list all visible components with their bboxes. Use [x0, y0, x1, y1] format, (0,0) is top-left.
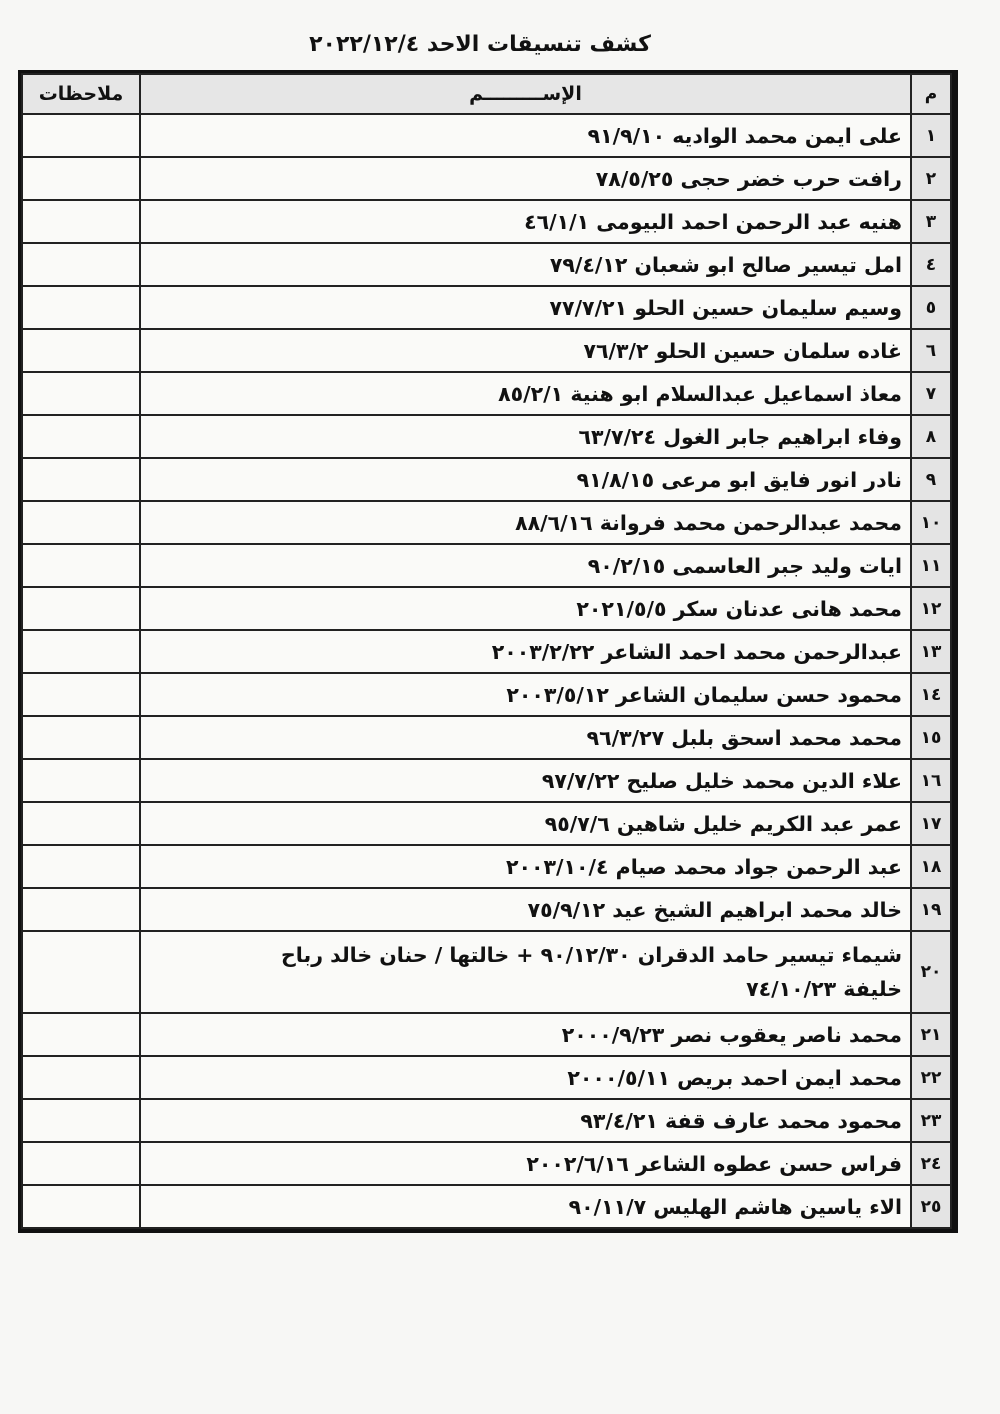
- row-entry: غاده سلمان حسين الحلو ٧٦/٣/٢: [140, 329, 911, 372]
- row-notes: [22, 1099, 140, 1142]
- row-notes: [22, 501, 140, 544]
- table-row: [22, 243, 951, 286]
- row-entry-line-2: خليفة ٧٤/١٠/٢٣: [746, 977, 902, 1001]
- row-notes: [22, 931, 140, 1013]
- row-number: ١٥: [911, 716, 951, 759]
- row-notes: [22, 1142, 140, 1185]
- header-notes: ملاحظات: [22, 74, 140, 114]
- table-row: [22, 587, 951, 630]
- row-entry-line-1: شيماء تيسير حامد الدقران ٩٠/١٢/٣٠ + خالتها / حنان خالد رباح: [281, 943, 902, 967]
- row-notes: [22, 544, 140, 587]
- row-entry: محمد هانى عدنان سكر ٢٠٢١/٥/٥: [140, 587, 911, 630]
- row-notes: [22, 329, 140, 372]
- row-entry: رافت حرب خضر حجى ٧٨/٥/٢٥: [140, 157, 911, 200]
- row-number: ٢٣: [911, 1099, 951, 1142]
- row-number: ٥: [911, 286, 951, 329]
- row-number: ٢: [911, 157, 951, 200]
- row-number: ٢٢: [911, 1056, 951, 1099]
- row-notes: [22, 114, 140, 157]
- row-number: ٦: [911, 329, 951, 372]
- row-number: ١٨: [911, 845, 951, 888]
- row-entry: محمود محمد عارف قفة ٩٣/٤/٢١: [140, 1099, 911, 1142]
- table-row: [22, 802, 951, 845]
- table-row: [22, 544, 951, 587]
- row-number: ١٧: [911, 802, 951, 845]
- row-entry: محمود حسن سليمان الشاعر ٢٠٠٣/٥/١٢: [140, 673, 911, 716]
- row-number: ١٠: [911, 501, 951, 544]
- table-header-row: [22, 74, 951, 114]
- table-row: [22, 372, 951, 415]
- row-entry: نادر انور فايق ابو مرعى ٩١/٨/١٥: [140, 458, 911, 501]
- coordination-table-frame: [18, 70, 958, 1233]
- row-notes: [22, 673, 140, 716]
- row-notes: [22, 888, 140, 931]
- row-notes: [22, 458, 140, 501]
- coordination-table: [21, 73, 952, 1229]
- row-entry: محمد ايمن احمد بريص ٢٠٠٠/٥/١١: [140, 1056, 911, 1099]
- row-notes: [22, 1013, 140, 1056]
- table-row: [22, 415, 951, 458]
- row-number: ١٣: [911, 630, 951, 673]
- page-title: كشف تنسيقات الاحد ٢٠٢٢/١٢/٤: [309, 32, 651, 57]
- table-row: [22, 845, 951, 888]
- row-notes: [22, 157, 140, 200]
- row-entry: خالد محمد ابراهيم الشيخ عيد ٧٥/٩/١٢: [140, 888, 911, 931]
- row-notes: [22, 802, 140, 845]
- table-row: [22, 673, 951, 716]
- row-entry: وسيم سليمان حسين الحلو ٧٧/٧/٢١: [140, 286, 911, 329]
- row-entry: فراس حسن عطوه الشاعر ٢٠٠٢/٦/١٦: [140, 1142, 911, 1185]
- table-row: [22, 759, 951, 802]
- row-notes: [22, 243, 140, 286]
- row-entry: محمد ناصر يعقوب نصر ٢٠٠٠/٩/٢٣: [140, 1013, 911, 1056]
- table-row: [22, 931, 951, 1013]
- row-entry: معاذ اسماعيل عبدالسلام ابو هنية ٨٥/٢/١: [140, 372, 911, 415]
- row-number: ٨: [911, 415, 951, 458]
- row-notes: [22, 587, 140, 630]
- header-number: م: [911, 74, 951, 114]
- row-entry: على ايمن محمد الواديه ٩١/٩/١٠: [140, 114, 911, 157]
- row-number: ٢١: [911, 1013, 951, 1056]
- row-notes: [22, 415, 140, 458]
- row-entry: محمد عبدالرحمن محمد فروانة ٨٨/٦/١٦: [140, 501, 911, 544]
- row-entry: وفاء ابراهيم جابر الغول ٦٣/٧/٢٤: [140, 415, 911, 458]
- header-name: الإســـــــــم: [140, 74, 911, 114]
- table-row: [22, 200, 951, 243]
- row-number: ٢٤: [911, 1142, 951, 1185]
- row-notes: [22, 759, 140, 802]
- row-number: ١٤: [911, 673, 951, 716]
- table-row: [22, 1013, 951, 1056]
- table-row: [22, 888, 951, 931]
- row-number: ١١: [911, 544, 951, 587]
- table-row: [22, 114, 951, 157]
- row-entry: عبدالرحمن محمد احمد الشاعر ٢٠٠٣/٢/٢٢: [140, 630, 911, 673]
- table-row: [22, 1142, 951, 1185]
- row-entry: [140, 931, 911, 1013]
- row-number: ٩: [911, 458, 951, 501]
- table-row: [22, 458, 951, 501]
- row-number: ٤: [911, 243, 951, 286]
- table-row: [22, 157, 951, 200]
- row-number: ٢٠: [911, 931, 951, 1013]
- table-row: [22, 286, 951, 329]
- row-number: ١٢: [911, 587, 951, 630]
- table-row: [22, 716, 951, 759]
- row-notes: [22, 372, 140, 415]
- row-number: ١٩: [911, 888, 951, 931]
- row-notes: [22, 630, 140, 673]
- row-entry: هنيه عبد الرحمن احمد البيومى ٤٦/١/١: [140, 200, 911, 243]
- row-notes: [22, 1185, 140, 1228]
- table-row: [22, 501, 951, 544]
- row-number: ٧: [911, 372, 951, 415]
- row-notes: [22, 200, 140, 243]
- row-entry: امل تيسير صالح ابو شعبان ٧٩/٤/١٢: [140, 243, 911, 286]
- table-row: [22, 329, 951, 372]
- row-entry: عمر عبد الكريم خليل شاهين ٩٥/٧/٦: [140, 802, 911, 845]
- row-entry: ايات وليد جبر العاسمى ٩٠/٢/١٥: [140, 544, 911, 587]
- table-row: [22, 630, 951, 673]
- table-row: [22, 1056, 951, 1099]
- row-notes: [22, 845, 140, 888]
- table-row: [22, 1185, 951, 1228]
- row-notes: [22, 286, 140, 329]
- row-number: ١: [911, 114, 951, 157]
- row-entry: الاء ياسين هاشم الهليس ٩٠/١١/٧: [140, 1185, 911, 1228]
- row-entry: عبد الرحمن جواد محمد صيام ٢٠٠٣/١٠/٤: [140, 845, 911, 888]
- row-number: ٢٥: [911, 1185, 951, 1228]
- row-number: ١٦: [911, 759, 951, 802]
- row-entry: علاء الدين محمد خليل صليح ٩٧/٧/٢٢: [140, 759, 911, 802]
- row-entry: محمد محمد اسحق بلبل ٩٦/٣/٢٧: [140, 716, 911, 759]
- row-notes: [22, 1056, 140, 1099]
- table-row: [22, 1099, 951, 1142]
- row-number: ٣: [911, 200, 951, 243]
- row-notes: [22, 716, 140, 759]
